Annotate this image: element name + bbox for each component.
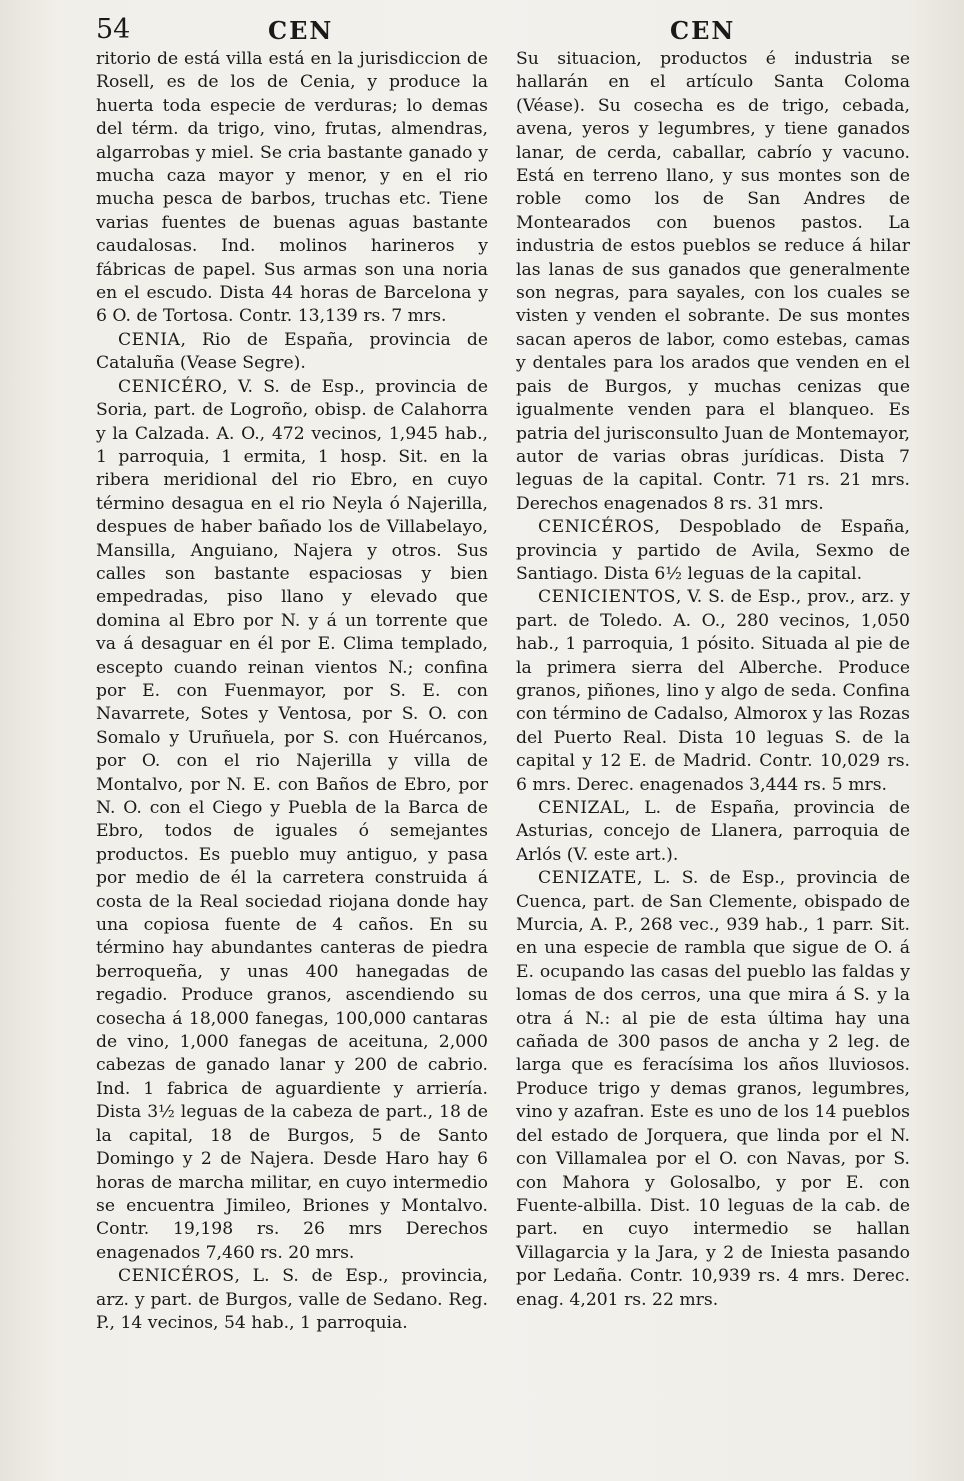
entry-headword: CENICÉROS [118,1266,235,1287]
running-head-right: CEN [670,16,736,45]
entry-text: , L. S. de Esp., provincia de Cuenca, part. de San Clemente, obispado de Murcia, A. P., 268 vec., 939 hab., 1 parr. Sit. en una especie de rambla que sigue de O. á E. ocupando las casas del pueblo las faldas y lomas de dos cerros, una que mira á S. y la otra á N.: al pie de esta última hay una cañada de 300 pasos de ancha y 2 leg. de larga que es feracísima los años lluviosos. Produce trigo y demas granos, legumbres, vino y azafran. Este es uno de los 14 pueblos del estado de Jorquera, que linda por el N. con Villamalea por el O. con Navas, por S. con Mahora y Golosalbo, y por E. con Fuente-albilla. Dist. 10 leguas de la cab. de part. en cuyo intermedio se hallan Villagarcia y la Jara, y 2 de Iniesta pasando por Ledaña. Contr. 10,939 rs. 4 mrs. Derec. enag. 4,201 rs. 22 mrs. [516,868,910,1310]
entry-cenicero [96,376,488,1265]
right-column [516,48,910,1312]
entry-text: Su situacion, productos é industria se hallarán en el artículo Santa Coloma (Véase). Su cosecha es de trigo, cebada, avena, yeros y legumbres, y tiene ganados lanar, de cerda, caballar, cabrío y vacuno. Está en terreno llano, y sus montes son de roble como los de San Andres de Montearados con buenos pastos. La industria de estos pueblos se reduce á hilar las lanas de sus ganados que generalmente son negras, para sayales, con los cuales se visten y venden el sobrante. De sus montes sacan aperos de labor, como estebas, camas y dentales para los arados que venden en el pais de Burgos, y muchas cenizas que igualmente venden para el blanqueo. Es patria del jurisconsulto Juan de Montemayor, autor de varias obras jurídicas. Dista 7 leguas de la capital. Contr. 71 rs. 21 mrs. Derechos enagenados 8 rs. 31 mrs. [516,49,910,514]
entry-text: ritorio de está villa está en la jurisdiccion de Rosell, es de los de Cenia, y produce la huerta toda especie de verduras; lo demas del térm. da trigo, vino, frutas, almendras, algarrobas y miel. Se cria bastante ganado y mucha caza mayor y menor, y en el rio mucha pesca de barbos, truchas etc. Tiene varias fuentes de buenas aguas bastante caudalosas. Ind. molinos harineros y fábricas de papel. Sus armas son una noria en el escudo. Dista 44 horas de Barcelona y 6 O. de Tortosa. Contr. 13,139 rs. 7 mrs. [96,49,488,327]
entry-text: , Rio de España, provincia de Cataluña (Vease Segre). [96,329,488,374]
left-column [96,48,488,1335]
entry-ceniceros-burgos [96,1265,488,1335]
entry-text: , L. de España, provincia de Asturias, concejo de Llanera, parroquia de Arlós (V. este art.). [516,798,910,865]
entry-text: , V. S. de Esp., prov., arz. y part. de Toledo. A. O., 280 vecinos, 1,050 hab., 1 parroquia, 1 pósito. Situada al pie de la primera sierra del Alberche. Produce granos, piñones, lino y algo de seda. Confina con término de Cadalso, Almorox y las Rozas del Puerto Real. Dista 10 leguas S. de la capital y 12 E. de Madrid. Contr. 10,029 rs. 6 mrs. Derec. enagenados 3,444 rs. 5 mrs. [516,587,910,795]
entry-headword: CENIA [118,329,181,350]
entry-cenicientos [516,586,910,797]
entry-ceniceros-avila [516,516,910,586]
entry-headword: CENICÉROS [538,517,655,538]
entry-headword: CENIZAL [538,798,625,818]
entry-cenizate [516,867,910,1312]
running-head-left: CEN [268,16,334,45]
entry-continuation [96,48,488,329]
entry-text: , L. S. de Esp., provincia, arz. y part. de Burgos, valle de Sedano. Reg. P., 14 vecinos, 54 hab., 1 parroquia. [96,1266,488,1333]
entry-continuation [516,48,910,516]
entry-headword: CENICÉRO [118,376,223,397]
page-number: 54 [96,14,131,45]
entry-headword: CENIZATE [538,868,637,889]
entry-cenia [96,329,488,376]
entry-cenizal [516,797,910,867]
entry-text: , Despoblado de España, provincia y partido de Avila, Sexmo de Santiago. Dista 6½ leguas de la capital. [516,517,910,584]
entry-text: , V. S. de Esp., provincia de Soria, part. de Logroño, obisp. de Calahorra y la Calzada. A. O., 472 vecinos, 1,945 hab., 1 parroquia, 1 ermita, 1 hosp. Sit. en la ribera meridional del rio Ebro, en cuyo término desagua en el rio Neyla ó Najerilla, despues de haber bañado los de Villabelayo, Mansilla, Anguiano, Najera y otros. Sus calles son bastante espaciosas y bien empedradas, piso llano y elevado que domina al Ebro por N. y á un torrente que va á desaguar en él por E. Clima templado, escepto cuando reinan vientos N.; confina por E. con Fuenmayor, por S. E. con Navarrete, Sotes y Ventosa, por S. O. con Somalo y Uruñuela, por S. con Huércanos, por O. con el rio Najerilla y villa de Montalvo, por N. E. con Baños de Ebro, por N. O. con el Ciego y Puebla de la Barca de Ebro, todos de iguales ó semejantes productos. Es pueblo muy antiguo, y pasa por medio de él la carretera construida á costa de la Real sociedad riojana donde hay una copiosa fuente de 4 caños. En su término hay abundantes canteras de piedra berroqueña, y unas 400 hanegadas de regadio. Produce granos, ascendiendo su cosecha á 18,000 fanegas, 100,000 cantaras de vino, 1,000 fanegas de aceituna, 2,000 cabezas de ganado lanar y 200 de cabrio. Ind. 1 fabrica de aguardiente y arriería. Dista 3½ leguas de la cabeza de part., 18 de la capital, 18 de Burgos, 5 de Santo Domingo y 2 de Najera. Desde Haro hay 6 horas de marcha militar, en cuyo intermedio se encuentra Jimileo, Briones y Montalvo. Contr. 19,198 rs. 26 mrs Derechos enagenados 7,460 rs. 20 mrs. [96,376,488,1263]
entry-headword: CENICIENTOS [538,587,676,608]
